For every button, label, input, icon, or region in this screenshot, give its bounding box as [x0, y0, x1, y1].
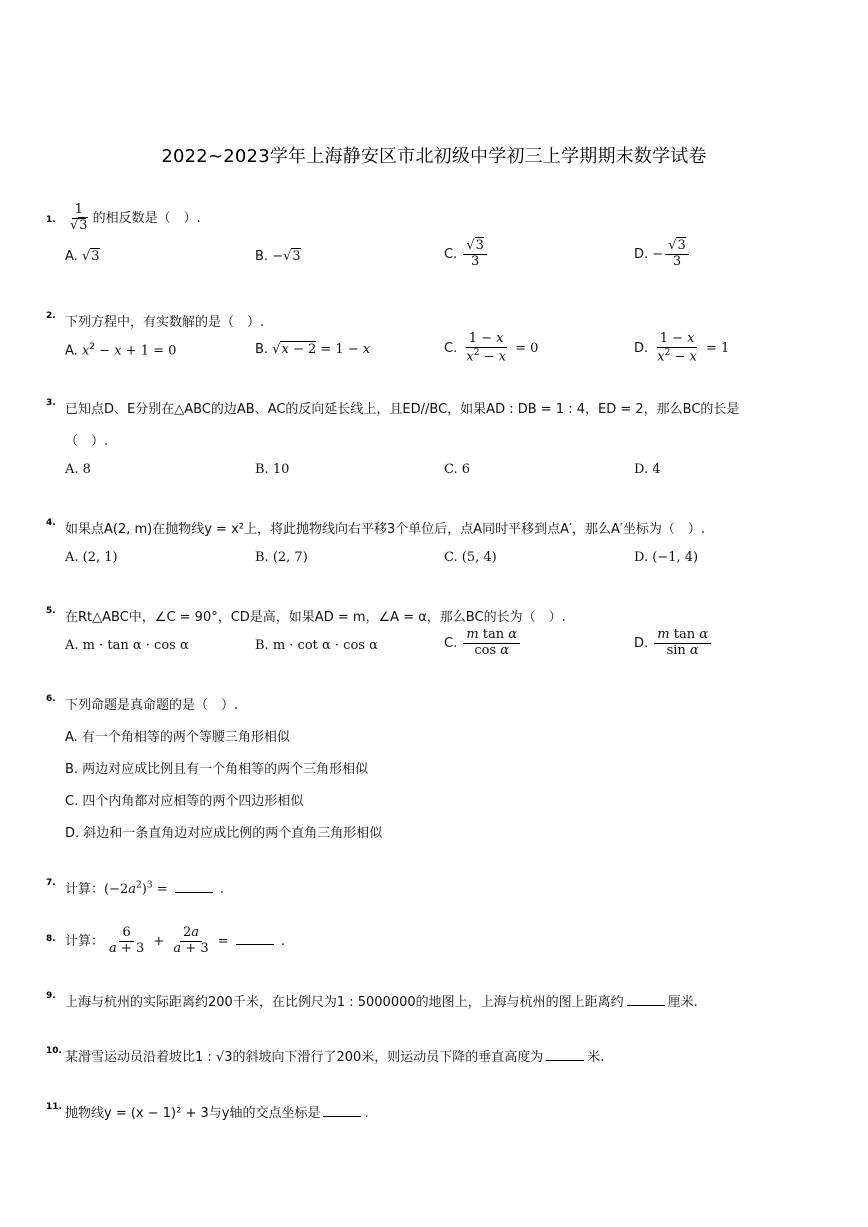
option-c: C. 四个内角都对应相等的两个四边形相似	[65, 794, 304, 809]
question-stem: 计算：$(-2a^2)^3$ = .	[65, 880, 225, 897]
question-stem: 已知点D、E分别在△ABC的边AB、AC的反向延长线上，且ED//BC，如果AD : DB = 1 : 4，ED = 2，那么BC的长是	[65, 402, 740, 417]
answer-blank[interactable]	[236, 934, 274, 945]
question-number: 11.	[46, 1102, 62, 1112]
question-stem: $\frac{1}{√3}$ 的相反数是（ ）.	[65, 203, 201, 234]
question-stem: 下列方程中，有实数解的是（ ）.	[65, 315, 265, 330]
question-number: 2.	[46, 311, 56, 321]
question-number: 8.	[46, 934, 56, 944]
question-stem: 某滑雪运动员沿着坡比1 : √3的斜坡向下滑行了200米，则运动员下降的垂直高度为 米.	[65, 1050, 605, 1065]
option-c: C. (5, 4)	[444, 550, 497, 565]
question-number: 10.	[46, 1046, 62, 1056]
question-number: 7.	[46, 878, 56, 888]
option-c: C. 6	[444, 462, 471, 477]
option-b: B. 两边对应成比例且有一个角相等的两个三角形相似	[65, 762, 369, 777]
option-a: A. √3	[65, 249, 100, 264]
question-number: 4.	[46, 518, 56, 528]
option-d: D. − $\frac{√3}{3}$	[634, 239, 691, 270]
option-a: A. 8	[65, 462, 91, 477]
option-b: B. (2, 7)	[255, 550, 308, 565]
question-stem: 上海与杭州的实际距离约200千米，在比例尺为1 : 5000000的地图上，上海与杭州的图上距离约 厘米.	[65, 995, 698, 1010]
option-c: C. $\frac{1 - x}{x^2 - x}$ = 0	[444, 331, 539, 365]
option-d: D. 4	[634, 462, 661, 477]
option-d: D. $\frac{\text{m tan α}}{\text{sin α}}$	[634, 628, 713, 659]
question-stem: 在Rt△ABC中，∠C = 90°，CD是高，如果AD = m，∠A = α，那么BC的长为（ ）.	[65, 610, 566, 625]
option-a: A. 有一个角相等的两个等腰三角形相似	[65, 730, 290, 745]
question-number: 1.	[46, 215, 56, 225]
answer-blank[interactable]	[627, 995, 665, 1006]
option-b: B. √x − 2 = 1 − x	[255, 342, 371, 357]
option-b: B. −√3	[255, 249, 301, 264]
question-stem: 抛物线y = (x − 1)² + 3与y轴的交点坐标是 .	[65, 1106, 369, 1121]
answer-blank[interactable]	[323, 1106, 361, 1117]
option-c: C. $\frac{√3}{3}$	[444, 239, 489, 270]
option-b: B. 10	[255, 462, 290, 477]
option-a: A. m · tan α · cos α	[65, 638, 189, 653]
question-number: 6.	[46, 694, 56, 704]
question-stem: 下列命题是真命题的是（ ）.	[65, 698, 239, 713]
answer-blank[interactable]	[175, 882, 213, 893]
question-stem: 计算： $\frac{6}{a + 3}$ + $\frac{2a}{a + 3}$ = .	[65, 925, 286, 956]
question-number: 3.	[46, 398, 56, 408]
question-stem-continued: （ ）.	[65, 434, 109, 449]
question-number: 9.	[46, 991, 56, 1001]
page-title: 2022~2023学年上海静安区市北初级中学初三上学期期末数学试卷	[161, 146, 707, 167]
option-a: A. $x^2 - x + 1 = 0$	[65, 342, 177, 359]
question-stem: 如果点A(2, m)在抛物线y = x²上，将此抛物线向右平移3个单位后，点A同时平移到点A′，那么A′坐标为（ ）.	[65, 522, 705, 537]
option-b: B. m · cot α · cos α	[255, 638, 378, 653]
option-d: D. (−1, 4)	[634, 550, 699, 565]
option-d: D. 斜边和一条直角边对应成比例的两个直角三角形相似	[65, 826, 383, 841]
option-a: A. (2, 1)	[65, 550, 118, 565]
question-number: 5.	[46, 606, 56, 616]
fraction: $\frac{1}{√3}$	[70, 202, 88, 233]
answer-blank[interactable]	[546, 1050, 584, 1061]
option-d: D. $\frac{1 - x}{x^2 - x}$ = 1	[634, 331, 730, 365]
option-c: C. $\frac{\text{m tan α}}{\text{cos α}}$	[444, 628, 522, 659]
